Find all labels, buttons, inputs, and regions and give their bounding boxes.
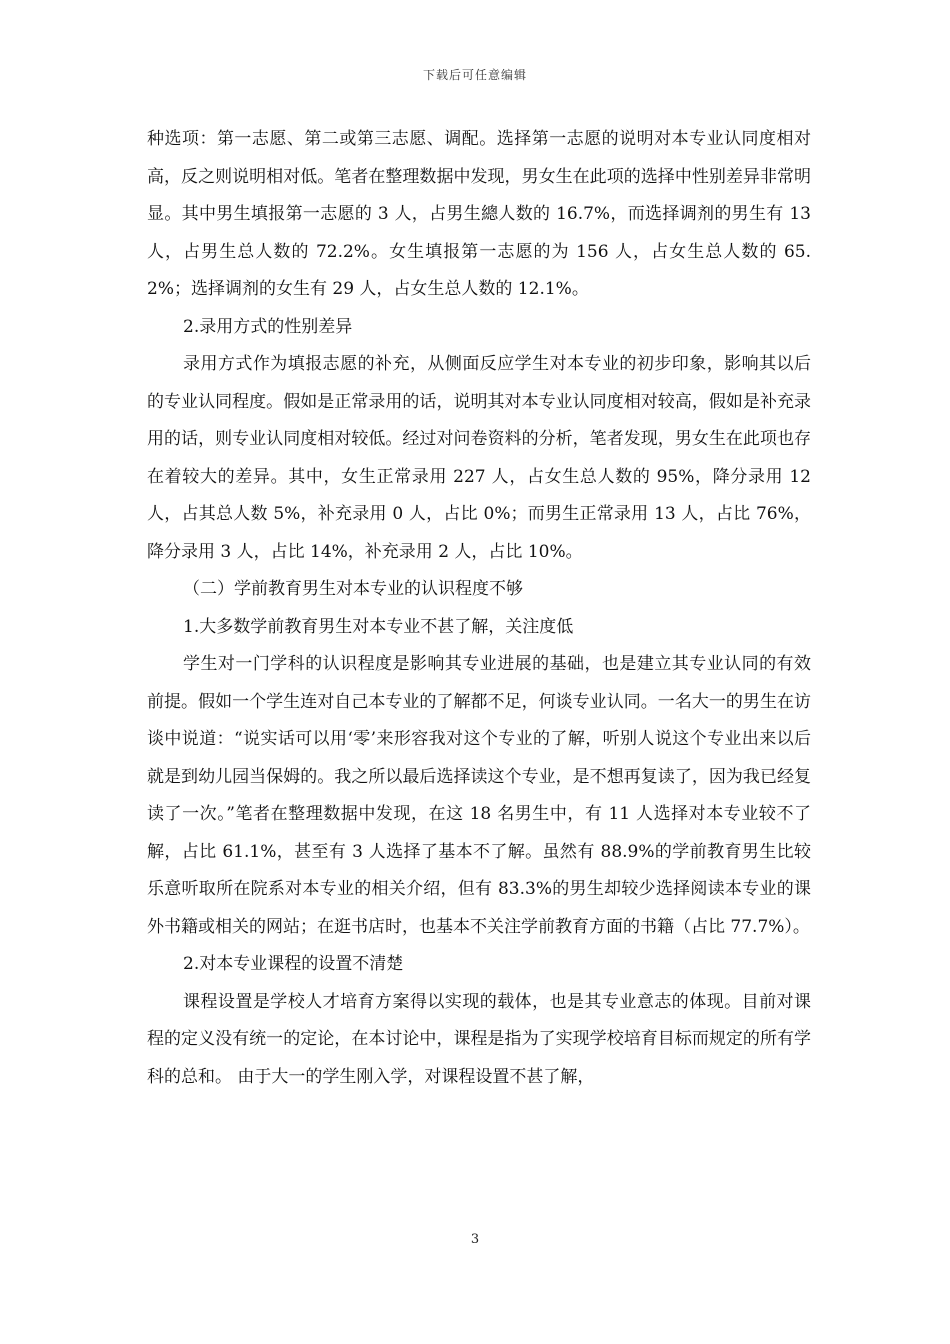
section-heading: （二）学前教育男生对本专业的认识程度不够 [183, 579, 523, 599]
page-header: 下载后可任意编辑 [422, 68, 527, 82]
section-subheading: 2.对本专业课程的设置不清楚 [183, 954, 404, 974]
paragraph-body: 课程设置是学校人才培育方案得以实现的载体，也是其专业意志的体现。目前对课程的定义没有统一的定论，在本讨论中，课程是指为了实现学校培育目标而规定的所有学科的总和。 由于大一的学生刚入学，对课程设置不甚了解， [147, 991, 811, 1087]
paragraph-body: 录用方式作为填报志愿的补充，从侧面反应学生对本专业的初步印象，影响其以后的专业认同程度。假如是正常录用的话，说明其对本专业认同度相对较高，假如是补充录用的话，则专业认同度相对较低。经过对问卷资料的分析，笔者发现，男女生在此项也存在着较大的差异。其中，女生正常录用 227 人，占女生总人数的 95%，降分录用 12 人，占其总人数 5%，补充录用 0 人，占比 0%；而男生正常录用 13 人，占比 76%，降分录用 3 人，占比 14%，补充录用 2 人，占比 10%。 [147, 354, 811, 562]
paragraph-body: 学生对一门学科的认识程度是影响其专业进展的基础，也是建立其专业认同的有效前提。假如一个学生连对自己本专业的了解都不足，何谈专业认同。一名大一的男生在访谈中说道：“说实话可以用‘零’来形容我对这个专业的了解，听别人说这个专业出来以后就是到幼儿园当保姆的。我之所以最后选择读这个专业，是不想再复读了，因为我已经复读了一次。”笔者在整理数据中发现，在这 18 名男生中，有 11 人选择对本专业较不了解，占比 61.1%，甚至有 3 人选择了基本不了解。虽然有 88.9%的学前教育男生比较乐意听取所在院系对本专业的相关介绍，但有 83.3%的男生却较少选择阅读本专业的课外书籍或相关的网站；在逛书店时，也基本不关注学前教育方面的书籍（占比 77.7%）。 [147, 654, 811, 937]
document-body [147, 121, 811, 1096]
section-subheading: 1.大多数学前教育男生对本专业不甚了解，关注度低 [183, 616, 574, 637]
paragraph-body: 种选项：第一志愿、第二或第三志愿、调配。选择第一志愿的说明对本专业认同度相对高，反之则说明相对低。笔者在整理数据中发现，男女生在此项的选择中性别差异非常明显。其中男生填报第一志愿的 3 人，占男生總人数的 16.7%，而选择调剂的男生有 13 人，占男生总人数的 72.2%。女生填报第一志愿的为 156 人，占女生总人数的 65.2%；选择调剂的女生有 29 人，占女生总人数的 12.1%。 [147, 129, 811, 299]
section-subheading: 2.录用方式的性别差异 [183, 316, 353, 337]
page-number: 3 [470, 1232, 480, 1247]
